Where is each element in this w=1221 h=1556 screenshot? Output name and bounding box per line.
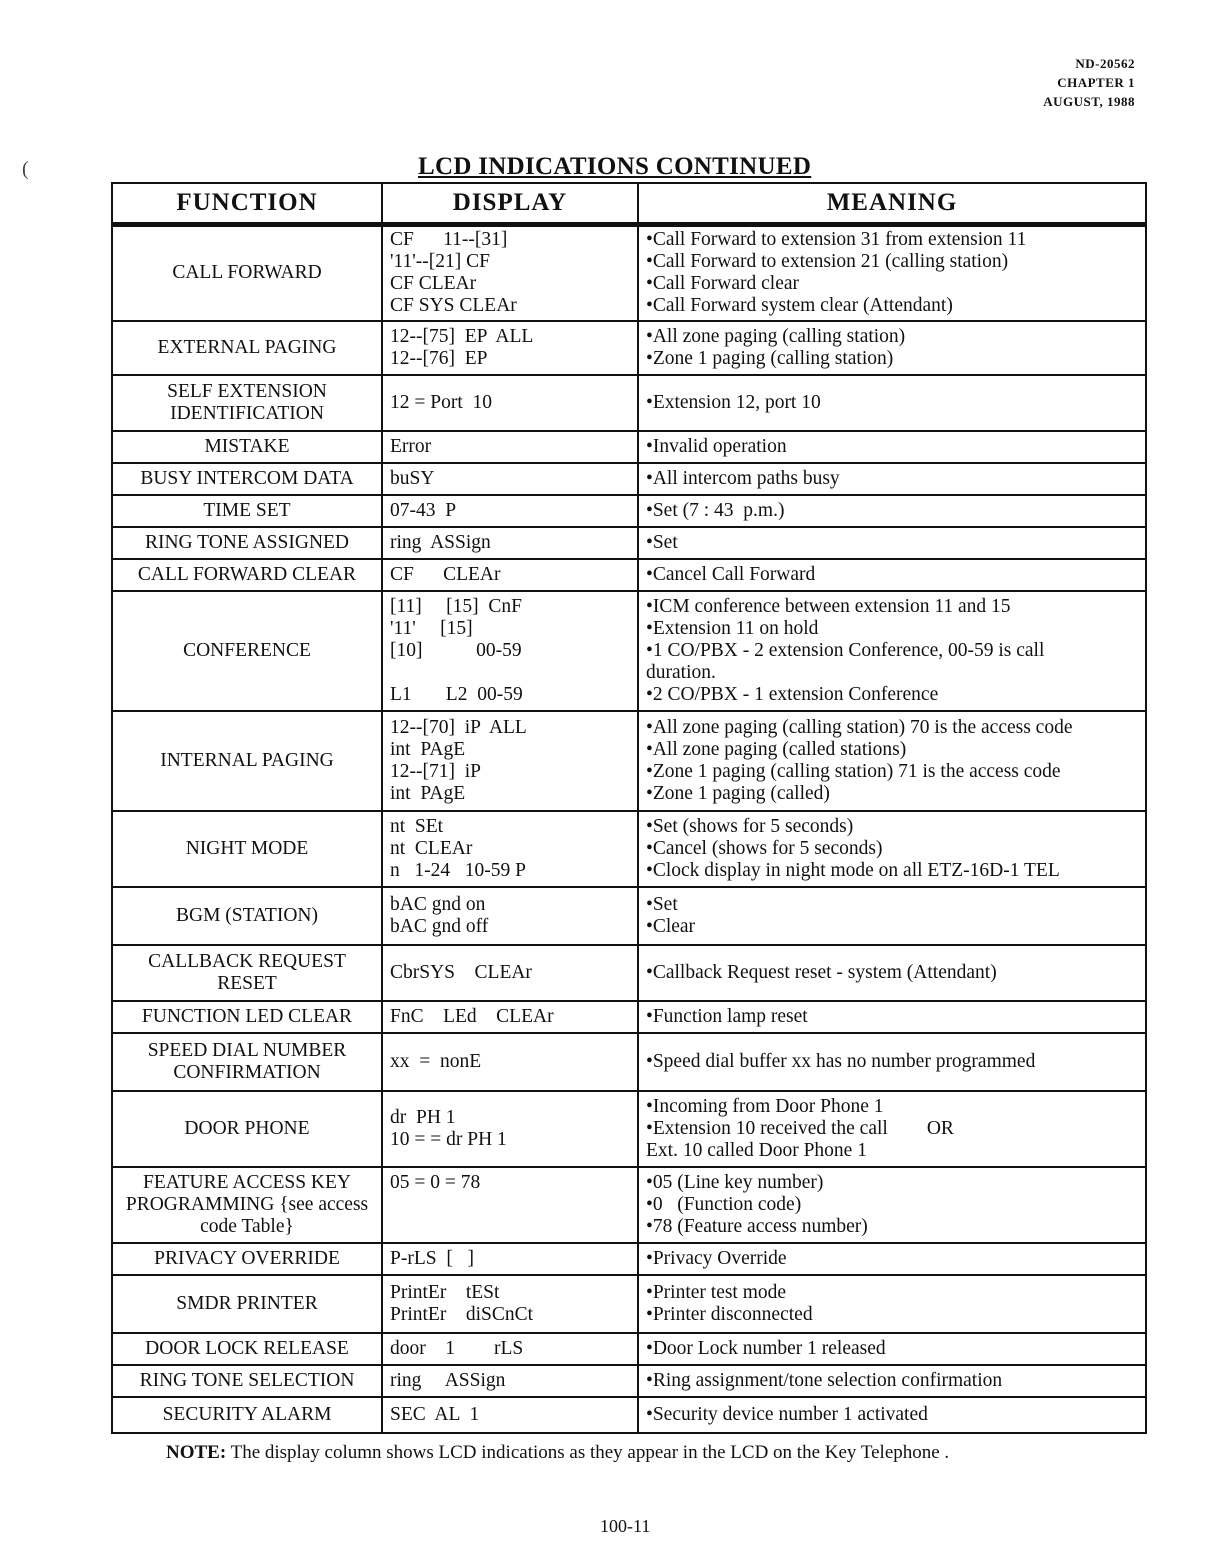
table-row — [112, 1275, 1146, 1333]
display-cell — [382, 321, 638, 375]
meaning-line: •Printer test mode — [646, 1281, 787, 1303]
display-cell — [382, 1243, 638, 1275]
meaning-line: •Ring assignment/tone selection confirmation — [646, 1369, 1003, 1391]
display-line: ring ASSign — [390, 1369, 506, 1391]
function-cell: NIGHT MODE — [112, 811, 382, 887]
function-cell: SMDR PRINTER — [112, 1275, 382, 1333]
display-cell — [382, 225, 638, 321]
display-line: P-rLS [ ] — [390, 1247, 474, 1269]
meaning-cell — [638, 1167, 1146, 1243]
column-header-function: FUNCTION — [112, 183, 382, 225]
meaning-line: •0 (Function code) — [646, 1193, 802, 1215]
table-row — [112, 1397, 1146, 1433]
function-cell: CALLBACK REQUEST RESET — [112, 945, 382, 1001]
function-cell: DOOR LOCK RELEASE — [112, 1333, 382, 1365]
display-cell — [382, 1033, 638, 1091]
meaning-line: •Set — [646, 893, 678, 915]
display-line: CF CLEAr — [390, 563, 501, 585]
display-line: 12--[75] EP ALL — [390, 325, 534, 347]
display-line: n 1-24 10-59 P — [390, 859, 526, 881]
display-line: int PAgE — [390, 738, 466, 760]
display-cell — [382, 1167, 638, 1243]
display-line: FnC LEd CLEAr — [390, 1005, 554, 1027]
function-cell: CALL FORWARD CLEAR — [112, 559, 382, 591]
display-cell — [382, 527, 638, 559]
table-row — [112, 811, 1146, 887]
display-line: [11] [15] CnF — [390, 595, 522, 617]
table-row — [112, 527, 1146, 559]
display-line: 05 = 0 = 78 — [390, 1171, 481, 1193]
meaning-line: •78 (Feature access number) — [646, 1215, 868, 1237]
display-line — [390, 1216, 630, 1238]
function-cell: DOOR PHONE — [112, 1091, 382, 1167]
function-cell: RING TONE ASSIGNED — [112, 527, 382, 559]
function-cell: SECURITY ALARM — [112, 1397, 382, 1433]
display-line: CF CLEAr — [390, 273, 477, 295]
table-header-row — [112, 183, 1146, 225]
display-cell — [382, 375, 638, 431]
function-cell: BGM (STATION) — [112, 887, 382, 945]
display-cell — [382, 559, 638, 591]
meaning-line: •All intercom paths busy — [646, 467, 840, 489]
meaning-cell — [638, 1001, 1146, 1033]
meaning-cell — [638, 591, 1146, 711]
meaning-line: •05 (Line key number) — [646, 1171, 824, 1193]
display-cell — [382, 1091, 638, 1167]
table-row — [112, 1001, 1146, 1033]
meaning-cell — [638, 527, 1146, 559]
display-line: SEC AL 1 — [390, 1403, 480, 1425]
meaning-line: •Extension 11 on hold — [646, 617, 819, 639]
display-cell — [382, 887, 638, 945]
table-row — [112, 463, 1146, 495]
meaning-line: •Call Forward system clear (Attendant) — [646, 295, 953, 317]
meaning-line: •Cancel (shows for 5 seconds) — [646, 837, 883, 859]
display-cell — [382, 1275, 638, 1333]
meaning-line: •Function lamp reset — [646, 1005, 808, 1027]
display-cell — [382, 1365, 638, 1397]
document-header — [1043, 54, 1135, 111]
meaning-cell — [638, 375, 1146, 431]
table-row — [112, 591, 1146, 711]
table-row — [112, 1365, 1146, 1397]
table-row — [112, 375, 1146, 431]
display-line: 12 = Port 10 — [390, 391, 493, 413]
column-header-meaning: MEANING — [638, 183, 1146, 225]
table-note — [166, 1442, 949, 1464]
table-row — [112, 559, 1146, 591]
table-row — [112, 1091, 1146, 1167]
display-line: [10] 00-59 — [390, 639, 522, 661]
meaning-line: •Callback Request reset - system (Attendant) — [646, 961, 997, 983]
meaning-cell — [638, 559, 1146, 591]
meaning-line: Ext. 10 called Door Phone 1 — [646, 1139, 867, 1161]
table-row — [112, 1333, 1146, 1365]
display-line: xx = nonE — [390, 1050, 482, 1072]
meaning-cell — [638, 1033, 1146, 1091]
table-row — [112, 1033, 1146, 1091]
display-line: CF SYS CLEAr — [390, 295, 517, 317]
display-line: 12--[76] EP — [390, 347, 488, 369]
lcd-indications-table — [111, 182, 1147, 1434]
meaning-cell — [638, 1091, 1146, 1167]
meaning-line: •Set (shows for 5 seconds) — [646, 815, 854, 837]
meaning-line: •All zone paging (calling station) 70 is the access code — [646, 716, 1073, 738]
meaning-cell — [638, 1243, 1146, 1275]
display-cell — [382, 591, 638, 711]
display-line: nt SEt — [390, 815, 444, 837]
function-cell: FUNCTION LED CLEAR — [112, 1001, 382, 1033]
chapter: CHAPTER 1 — [1057, 75, 1135, 90]
display-line: 12--[70] iP ALL — [390, 716, 527, 738]
meaning-line: •2 CO/PBX - 1 extension Conference — [646, 683, 939, 705]
meaning-cell — [638, 945, 1146, 1001]
doc-id: ND-20562 — [1075, 56, 1135, 71]
meaning-line: •All zone paging (called stations) — [646, 738, 907, 760]
table-row — [112, 887, 1146, 945]
display-line: buSY — [390, 467, 435, 489]
meaning-line: •ICM conference between extension 11 and 15 — [646, 595, 1011, 617]
column-header-display: DISPLAY — [382, 183, 638, 225]
display-line: L1 L2 00-59 — [390, 683, 523, 705]
display-cell — [382, 1333, 638, 1365]
function-cell: SELF EXTENSION IDENTIFICATION — [112, 375, 382, 431]
function-cell: INTERNAL PAGING — [112, 711, 382, 811]
display-cell — [382, 1001, 638, 1033]
display-line: bAC gnd on — [390, 893, 486, 915]
meaning-cell — [638, 887, 1146, 945]
display-cell — [382, 1397, 638, 1433]
meaning-line: •Call Forward to extension 31 from extension 11 — [646, 229, 1027, 251]
display-cell — [382, 811, 638, 887]
meaning-cell — [638, 1275, 1146, 1333]
meaning-line: •Security device number 1 activated — [646, 1403, 928, 1425]
function-cell: CALL FORWARD — [112, 225, 382, 321]
meaning-cell — [638, 321, 1146, 375]
meaning-line: •All zone paging (calling station) — [646, 325, 906, 347]
function-cell: RING TONE SELECTION — [112, 1365, 382, 1397]
table-row — [112, 225, 1146, 321]
meaning-cell — [638, 1333, 1146, 1365]
meaning-line: •Clock display in night mode on all ETZ-16D-1 TEL — [646, 859, 1060, 881]
page-title: LCD INDICATIONS CONTINUED — [418, 153, 812, 180]
meaning-line: •Incoming from Door Phone 1 — [646, 1095, 884, 1117]
display-line: door 1 rLS — [390, 1337, 524, 1359]
date: AUGUST, 1988 — [1043, 94, 1135, 109]
display-line — [390, 1194, 630, 1216]
meaning-line: •Zone 1 paging (calling station) — [646, 347, 894, 369]
meaning-line: •Call Forward to extension 21 (calling station) — [646, 251, 1009, 273]
display-cell — [382, 945, 638, 1001]
note-label: NOTE: — [166, 1442, 227, 1463]
meaning-line: •Privacy Override — [646, 1247, 787, 1269]
function-cell: PRIVACY OVERRIDE — [112, 1243, 382, 1275]
display-cell — [382, 431, 638, 463]
display-line: Error — [390, 435, 432, 457]
table-row — [112, 945, 1146, 1001]
function-cell: TIME SET — [112, 495, 382, 527]
meaning-line: •Extension 12, port 10 — [646, 391, 821, 413]
display-line: ring ASSign — [390, 531, 491, 553]
display-line — [390, 662, 630, 684]
display-line: int PAgE — [390, 782, 466, 804]
display-cell — [382, 463, 638, 495]
display-line: dr PH 1 — [390, 1106, 456, 1128]
meaning-line: •Extension 10 received the call OR — [646, 1117, 954, 1139]
meaning-cell — [638, 495, 1146, 527]
meaning-line: •Printer disconnected — [646, 1303, 813, 1325]
display-line: CbrSYS CLEAr — [390, 961, 532, 983]
page-number: 100-11 — [600, 1516, 651, 1536]
display-line: nt CLEAr — [390, 837, 473, 859]
meaning-line: •Set — [646, 531, 678, 553]
meaning-line: •Set (7 : 43 p.m.) — [646, 499, 785, 521]
display-line: '11'--[21] CF — [390, 251, 491, 273]
meaning-cell — [638, 711, 1146, 811]
display-cell — [382, 711, 638, 811]
meaning-cell — [638, 811, 1146, 887]
function-cell: MISTAKE — [112, 431, 382, 463]
display-line: 10 = = dr PH 1 — [390, 1128, 507, 1150]
function-cell: CONFERENCE — [112, 591, 382, 711]
meaning-cell — [638, 1365, 1146, 1397]
function-cell: FEATURE ACCESS KEY PROGRAMMING {see access code Table} — [112, 1167, 382, 1243]
display-line: PrintEr diSCnCt — [390, 1303, 534, 1325]
meaning-cell — [638, 225, 1146, 321]
display-line: 07-43 P — [390, 499, 457, 521]
display-line: PrintEr tESt — [390, 1281, 500, 1303]
display-line: '11' [15] — [390, 617, 473, 639]
display-line: CF 11--[31] — [390, 229, 508, 251]
meaning-line: •Zone 1 paging (calling station) 71 is the access code — [646, 760, 1061, 782]
table-row — [112, 711, 1146, 811]
table-row — [112, 495, 1146, 527]
meaning-line: •Call Forward clear — [646, 273, 800, 295]
meaning-line: •Speed dial buffer xx has no number programmed — [646, 1050, 1036, 1072]
meaning-cell — [638, 431, 1146, 463]
function-cell: BUSY INTERCOM DATA — [112, 463, 382, 495]
table-row — [112, 1167, 1146, 1243]
table-row — [112, 431, 1146, 463]
margin-mark-icon: ( — [22, 158, 29, 180]
note-text: The display column shows LCD indications as they appear in the LCD on the Key Telephone . — [226, 1442, 950, 1463]
meaning-cell — [638, 463, 1146, 495]
meaning-line: •Cancel Call Forward — [646, 563, 816, 585]
meaning-line: •Door Lock number 1 released — [646, 1337, 886, 1359]
meaning-line: duration. — [646, 661, 716, 683]
meaning-line: •Invalid operation — [646, 435, 787, 457]
display-line: bAC gnd off — [390, 915, 489, 937]
display-cell — [382, 495, 638, 527]
meaning-line: •Clear — [646, 915, 696, 937]
function-cell: SPEED DIAL NUMBER CONFIRMATION — [112, 1033, 382, 1091]
meaning-line: •1 CO/PBX - 2 extension Conference, 00-59 is call — [646, 639, 1045, 661]
meaning-cell — [638, 1397, 1146, 1433]
display-line: 12--[71] iP — [390, 760, 481, 782]
meaning-line: •Zone 1 paging (called) — [646, 782, 830, 804]
table-row — [112, 321, 1146, 375]
function-cell: EXTERNAL PAGING — [112, 321, 382, 375]
table-row — [112, 1243, 1146, 1275]
